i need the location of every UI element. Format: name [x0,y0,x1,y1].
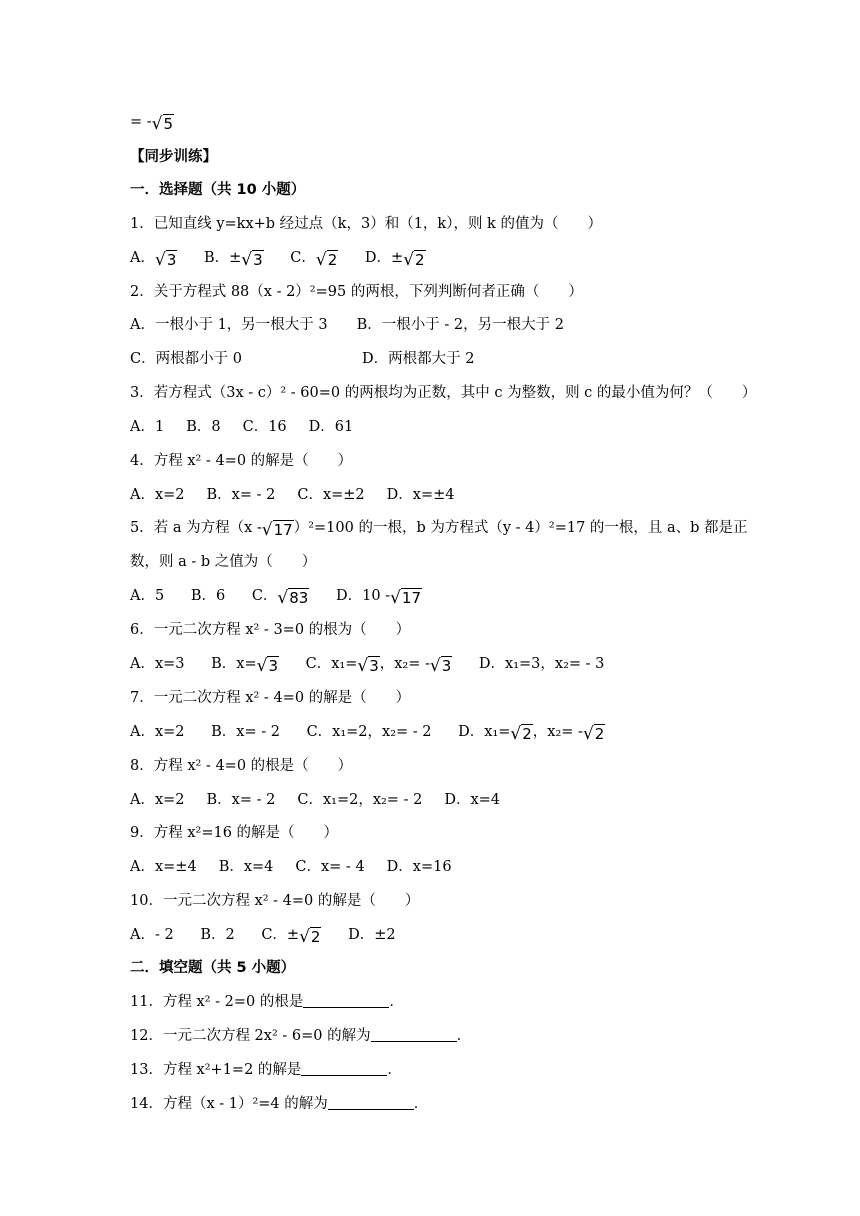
option-d: D．x=±4 [386,487,455,503]
option-a: A．1 [130,419,165,435]
section-choice-heading: 一．选择题（共 10 小题） [130,182,306,198]
option-b: B．±√3 [203,250,263,270]
question-12: 12．一元二次方程 2x² - 6=0 的解为 ． [130,1028,472,1044]
question-14: 14．方程（x - 1）²=4 的解为 ． [130,1096,429,1112]
option-b: B．6 [190,588,226,604]
option-c: C．x= - 4 [295,859,365,875]
question-5-stem: 5．若 a 为方程（x -√17）²=100 的一根，b 为方程式（y - 4）²=17 的一根，且 a、b 都是正 [130,520,748,540]
question-8-stem: 8．方程 x² - 4=0 的根是（ ） [130,758,353,774]
answer-blank [301,1061,387,1076]
option-b: B．x= - 2 [206,792,276,808]
option-a: A．x=2 [130,792,185,808]
question-9-stem: 9．方程 x²=16 的解是（ ） [130,825,339,841]
question-1-options [130,248,448,271]
option-d: D．x=16 [386,859,452,875]
option-a: A．5 [130,588,165,604]
option-b: B．x= - 2 [206,487,276,503]
question-11: 11．方程 x² - 2=0 的根是 ． [130,994,404,1010]
option-d: D．x₁=3，x₂= - 3 [478,656,605,672]
option-b: B．8 [186,419,221,435]
option-d: D．x₁=√2，x₂= -√2 [458,724,605,744]
option-c: C．x₁=√3，x₂= -√3 [305,656,452,676]
option-d: D．两根都大于 2 [362,351,475,367]
question-1-stem: 1．已知直线 y=kx+b 经过点（k，3）和（1，k），则 k 的值为（ ） [130,216,602,232]
question-8-options [130,790,522,810]
question-2-stem: 2．关于方程式 88（x - 2）²=95 的两根，下列判断何者正确（ ） [130,284,583,300]
option-c: C．16 [242,419,287,435]
question-2-options-ab: A．一根小于 1，另一根大于 3 B．一根小于 - 2，另一根大于 2 [130,317,564,333]
answer-blank [371,1027,457,1042]
question-10-options [130,925,418,948]
question-3-stem: 3．若方程式（3x - c）² - 60=0 的两根均为正数，其中 c 为整数，则 c 的最小值为何？（ ） [130,385,757,401]
option-d: D．±2 [348,927,396,943]
question-6-stem: 6．一元二次方程 x² - 3=0 的根为（ ） [130,622,411,638]
question-4-options [130,485,476,505]
question-7-options [130,722,627,745]
option-a: A．x=3 [130,656,185,672]
option-b: B．x=√3 [211,656,279,676]
option-b: B．x=4 [218,859,274,875]
option-c: C．√83 [251,588,309,608]
option-d: D．61 [308,419,354,435]
sync-training-heading: 【同步训练】 [130,149,217,165]
option-d: D．10 -√17 [335,588,421,608]
option-d: D．±√2 [364,250,425,270]
question-5-options [130,586,444,609]
answer-blank [328,1095,414,1110]
option-d: D．x=4 [444,792,500,808]
section-fill-heading: 二．填空题（共 5 小题） [130,960,296,976]
question-6-options [130,654,626,677]
question-3-options [130,417,375,437]
option-a: A．- 2 [130,927,174,943]
option-b: B．x= - 2 [211,724,280,740]
option-c: C．±√2 [261,927,321,947]
question-5-stem-line2: 数，则 a - b 之值为（ ） [130,554,317,570]
answer-blank [303,993,389,1008]
question-2-options-cd [130,349,474,369]
option-c: C．x₁=2，x₂= - 2 [297,792,423,808]
option-b: B．2 [200,927,235,943]
question-9-options [130,857,474,877]
option-c: C．√2 [290,250,338,270]
question-10-stem: 10．一元二次方程 x² - 4=0 的解是（ ） [130,893,420,909]
top-result: = -√5 [130,114,174,134]
question-7-stem: 7．一元二次方程 x² - 4=0 的解是（ ） [130,690,411,706]
option-c: C．x=±2 [297,487,365,503]
option-a: A．√3 [130,250,177,270]
option-c: C．两根都小于 0 [130,351,242,367]
sqrt-expression: √5 [151,114,174,134]
option-a: A．x=2 [130,487,185,503]
option-c: C．x₁=2，x₂= - 2 [306,724,432,740]
option-a: A．x=2 [130,724,185,740]
question-4-stem: 4．方程 x² - 4=0 的解是（ ） [130,453,353,469]
question-13: 13．方程 x²+1=2 的解是 ． [130,1062,402,1078]
option-a: A．x=±4 [130,859,197,875]
